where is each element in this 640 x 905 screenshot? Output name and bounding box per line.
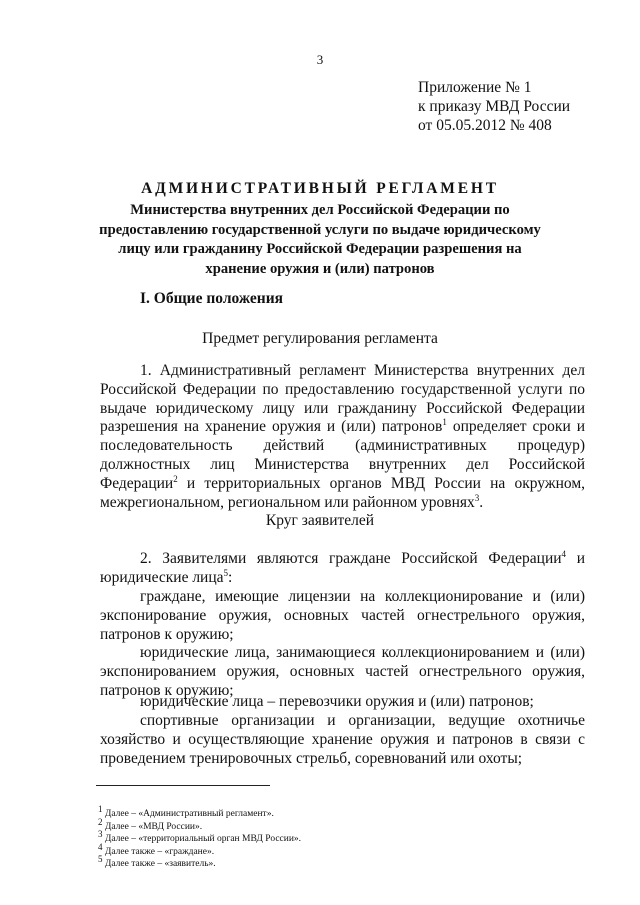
paragraph-1-text-d: . [479, 493, 484, 511]
footnote-3-number: 3 [98, 829, 103, 840]
footnote-ref-4: 4 [561, 548, 567, 559]
footnote-5-number: 5 [98, 854, 103, 865]
footnote-1-number: 1 [98, 803, 103, 814]
footnotes [98, 803, 302, 871]
paragraph-2 [100, 550, 585, 588]
list-item: юридические лица, занимающиеся коллекционированием и (или) экспонированием оружия, основных частей огнестрельного оружия, патронов к оружию; [100, 644, 585, 699]
footnote-5-text: Далее также – «заявитель». [102, 859, 216, 870]
list-item: юридические лица – перевозчики оружия и (или) патронов; [140, 693, 534, 710]
footnote-separator [96, 785, 270, 786]
footnote-ref-3: 3 [474, 492, 480, 503]
footnote-2-number: 2 [98, 816, 103, 827]
paragraph-2-text-b: и юридические лица [100, 550, 585, 586]
footnote-2 [98, 816, 301, 834]
paragraph-1 [100, 362, 585, 512]
footnote-ref-5: 5 [223, 567, 229, 578]
list-item: граждане, имеющие лицензии на коллекционирование и (или) экспонирование оружия, основных частей огнестрельного оружия, патронов к оружию; [100, 588, 585, 643]
appendix-line-1: Приложение № 1 [418, 79, 532, 96]
list-item: спортивные организации и организации, ведущие охотничье хозяйство и осуществляющие хранение оружия и патронов в связи с проведением тренировочных стрельб, соревнований или охоты; [100, 712, 585, 767]
document-title: АДМИНИСТРАТИВНЫЙ РЕГЛАМЕНТ [141, 180, 499, 197]
footnote-2-text: Далее – «МВД России». [102, 821, 203, 832]
section-title: I. Общие положения [140, 290, 284, 307]
appendix-line-3: от 05.05.2012 № 408 [418, 117, 552, 134]
paragraph-2-text-a: 2. Заявителями являются граждане Российской Федерации [140, 550, 562, 567]
page-number: 3 [316, 52, 324, 67]
footnote-3 [98, 829, 302, 846]
footnote-4-number: 4 [98, 841, 103, 852]
appendix-line-2: к приказу МВД России [418, 98, 571, 115]
footnote-1 [98, 803, 301, 821]
appendix-block [418, 78, 570, 135]
paragraph-2-text-c: : [228, 568, 233, 586]
document-subtitle: Министерства внутренних дел Российской Федерации по предоставлению государственной услуги по выдаче юридическому лицу или гражданину Российской Федерации разрешения на хранение оружия и (или) патронов [99, 202, 541, 277]
paragraph-1-text-a: 1. Административный регламент Министерства внутренних дел Российской Федерации по предоставлению государственной услуги по выдаче юридическому лицу или гражданину Российской Федерации разрешения на хранение оружия и (или) патронов [100, 362, 585, 436]
footnote-4-text: Далее также – «граждане». [102, 846, 215, 857]
footnote-ref-2: 2 [173, 473, 178, 484]
paragraph-1-text-b: определяет сроки и последовательность действий (административных процедур) должностных лиц Министерства внутренних дел Российской Федерации [100, 418, 585, 492]
footnote-5 [98, 854, 301, 871]
footnote-4 [98, 841, 301, 859]
footnote-ref-1: 1 [442, 417, 447, 428]
footnote-3-text: Далее – «территориальный орган МВД России». [102, 834, 302, 845]
subsection-heading-subject: Предмет регулирования регламента [202, 330, 438, 347]
subsection-heading-applicants: Круг заявителей [265, 512, 375, 529]
footnote-1-text: Далее – «Административный регламент». [102, 809, 274, 819]
paragraph-1-text-c: и территориальных органов МВД России на окружном, межрегиональном, региональном или районном уровнях [100, 474, 585, 511]
